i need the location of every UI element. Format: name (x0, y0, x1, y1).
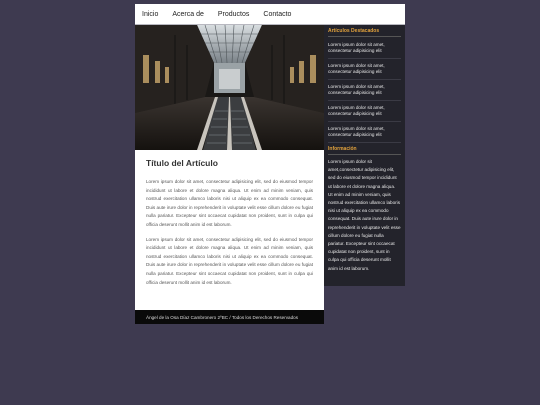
info-text: Lorem ipsum dolor sit amet,consectetur adipisicing elit, sed do eiusmod tempor incididunt ut labore et dolore magna aliqua. Ut enim ad minim veniam, quis nostrud exercitation ullamco laboris nisi ut aliquip ex ea commodo consequat. Duis aute irure dolor in reprehenderit in voluptate velit esse cillum dolore eu fugiat nulla pariatur. Excepteur sint occaecat cupidatat non proident, sunt in culpa qui officia deserunt mollit anim id est laborum. (328, 159, 401, 271)
info-heading: Información (328, 146, 401, 155)
main-content (135, 25, 324, 314)
footer-text: Ángel de la Osa Díaz Cambronero 2ºBC / Todos los Derechos Reservados (146, 314, 298, 320)
article-title: Título del Artículo (146, 158, 218, 168)
top-nav (135, 4, 405, 25)
featured-article-link[interactable]: Lorem ipsum dolor sit amet, consectetur adipisicing elit (328, 40, 401, 59)
hero-image (135, 25, 324, 150)
article (135, 150, 324, 293)
nav-link-inicio[interactable]: Inicio (142, 10, 159, 18)
featured-article-link[interactable]: Lorem ipsum dolor sit amet, consectetur adipisicing elit (328, 124, 401, 143)
featured-article-link[interactable]: Lorem ipsum dolor sit amet, consectetur adipisicing elit (328, 82, 401, 101)
sidebar (324, 25, 405, 286)
featured-article-link[interactable]: Lorem ipsum dolor sit amet, consectetur adipisicing elit (328, 61, 401, 80)
page-footer (135, 310, 324, 324)
nav-link-contacto[interactable]: Contacto (263, 10, 292, 18)
article-paragraph: Lorem ipsum dolor sit amet, consectetur adipisicing elit, sed do eiusmod tempor incididunt ut labore et dolore magna aliqua. Ut enim ad minim veniam, quis nostrud exercitation ullamco laboris nisi ut aliquip ex ea commodo consequat. Duis aute irure dolor in reprehenderit in voluptate velit esse cillum dolore eu fugiat nulla pariatur. Excepteur sint occaecat cupidatat non proident, sunt in culpa qui officia deserunt mollit anim id est laborum. (146, 179, 313, 227)
article-paragraph: Lorem ipsum dolor sit amet, consectetur adipisicing elit, sed do eiusmod tempor incididunt ut labore et dolore magna aliqua. Ut enim ad minim veniam, quis nostrud exercitation ullamco laboris nisi ut aliquip ex ea commodo consequat. Duis aute irure dolor in reprehenderit in voluptate velit esse cillum dolore eu fugiat nulla pariatur. Excepteur sint occaecat cupidatat non proident, sunt in culpa qui officia deserunt mollit anim id est laborum. (146, 236, 313, 285)
featured-article-link[interactable]: Lorem ipsum dolor sit amet, consectetur adipisicing elit (328, 103, 401, 122)
nav-link-productos[interactable]: Productos (217, 10, 250, 18)
nav-link-acerca-de[interactable]: Acerca de (172, 10, 204, 18)
featured-articles-heading: Artículos Destacados (328, 28, 401, 37)
